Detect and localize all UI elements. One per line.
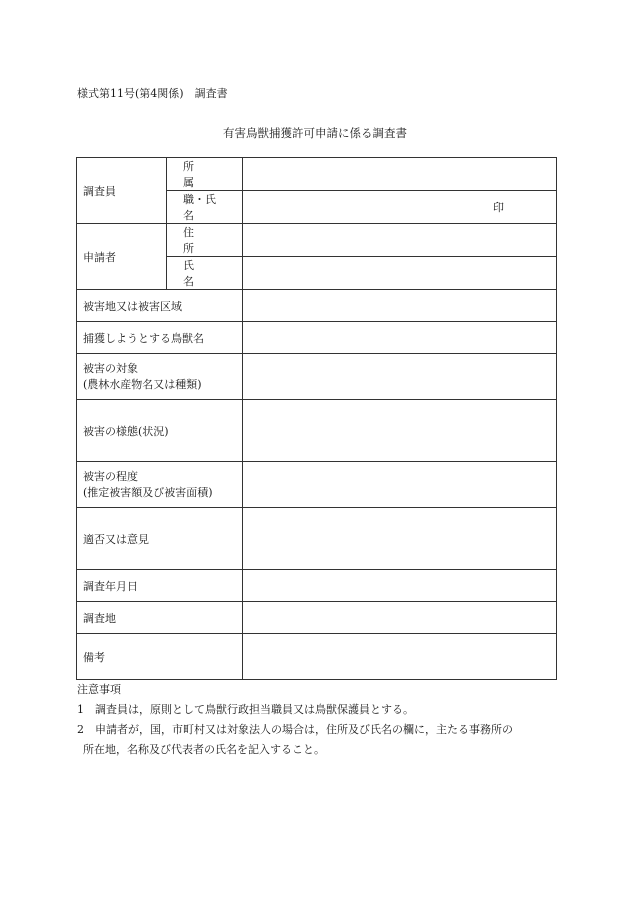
remarks-label: 備考 — [77, 634, 243, 680]
opinion-row — [77, 508, 557, 570]
note-text-continuation: 所在地，名称及び代表者の氏名を記入すること。 — [83, 743, 325, 756]
damage-extent-field[interactable] — [243, 462, 557, 508]
name-label: 氏 名 — [167, 257, 243, 290]
damage-target-row — [77, 354, 557, 400]
note-text: 調査員は，原則として鳥獣行政担当職員又は鳥獣保護員とする。 — [95, 703, 414, 716]
position-name-field[interactable] — [243, 191, 557, 224]
survey-location-label: 調査地 — [77, 602, 243, 634]
remarks-row — [77, 634, 557, 680]
affiliation-field[interactable] — [243, 158, 557, 191]
remarks-field[interactable] — [243, 634, 557, 680]
applicant-label: 申請者 — [77, 224, 167, 290]
investigator-label: 調査員 — [77, 158, 167, 224]
opinion-label: 適否又は意見 — [77, 508, 243, 570]
opinion-field[interactable] — [243, 508, 557, 570]
affiliation-label: 所 属 — [167, 158, 243, 191]
survey-date-label: 調査年月日 — [77, 570, 243, 602]
survey-date-field[interactable] — [243, 570, 557, 602]
position-name-label: 職・氏名 — [167, 191, 243, 224]
target-species-label: 捕獲しようとする鳥獣名 — [77, 322, 243, 354]
note-number: 1 — [77, 703, 84, 716]
target-species-field[interactable] — [243, 322, 557, 354]
survey-form-table — [76, 157, 557, 680]
damage-area-label: 被害地又は被害区域 — [77, 290, 243, 322]
document-title: 有害鳥獣捕獲許可申請に係る調査書 — [223, 126, 407, 140]
seal-mark: 印 — [493, 201, 504, 214]
survey-location-field[interactable] — [243, 602, 557, 634]
damage-condition-label: 被害の様態(状況) — [77, 400, 243, 462]
damage-target-field[interactable] — [243, 354, 557, 400]
damage-area-row — [77, 290, 557, 322]
survey-date-row — [77, 570, 557, 602]
note-text: 申請者が，国，市町村又は対象法人の場合は，住所及び氏名の欄に，主たる事務所の — [95, 723, 513, 736]
name-field[interactable] — [243, 257, 557, 290]
note-item — [77, 720, 562, 740]
damage-target-label: 被害の対象 (農林水産物名又は種類) — [77, 354, 243, 400]
notes-heading: 注意事項 — [77, 683, 121, 696]
address-label: 住 所 — [167, 224, 243, 257]
damage-condition-field[interactable] — [243, 400, 557, 462]
damage-extent-row — [77, 462, 557, 508]
investigator-affiliation-row — [77, 158, 557, 191]
damage-condition-row — [77, 400, 557, 462]
applicant-address-row — [77, 224, 557, 257]
note-number: 2 — [77, 723, 84, 736]
form-number-label: 様式第11号(第4関係) 調査書 — [77, 87, 228, 100]
address-field[interactable] — [243, 224, 557, 257]
damage-extent-label: 被害の程度 (推定被害額及び被害面積) — [77, 462, 243, 508]
target-species-row — [77, 322, 557, 354]
note-item — [77, 700, 562, 720]
notes-section — [77, 680, 562, 760]
damage-area-field[interactable] — [243, 290, 557, 322]
survey-location-row — [77, 602, 557, 634]
